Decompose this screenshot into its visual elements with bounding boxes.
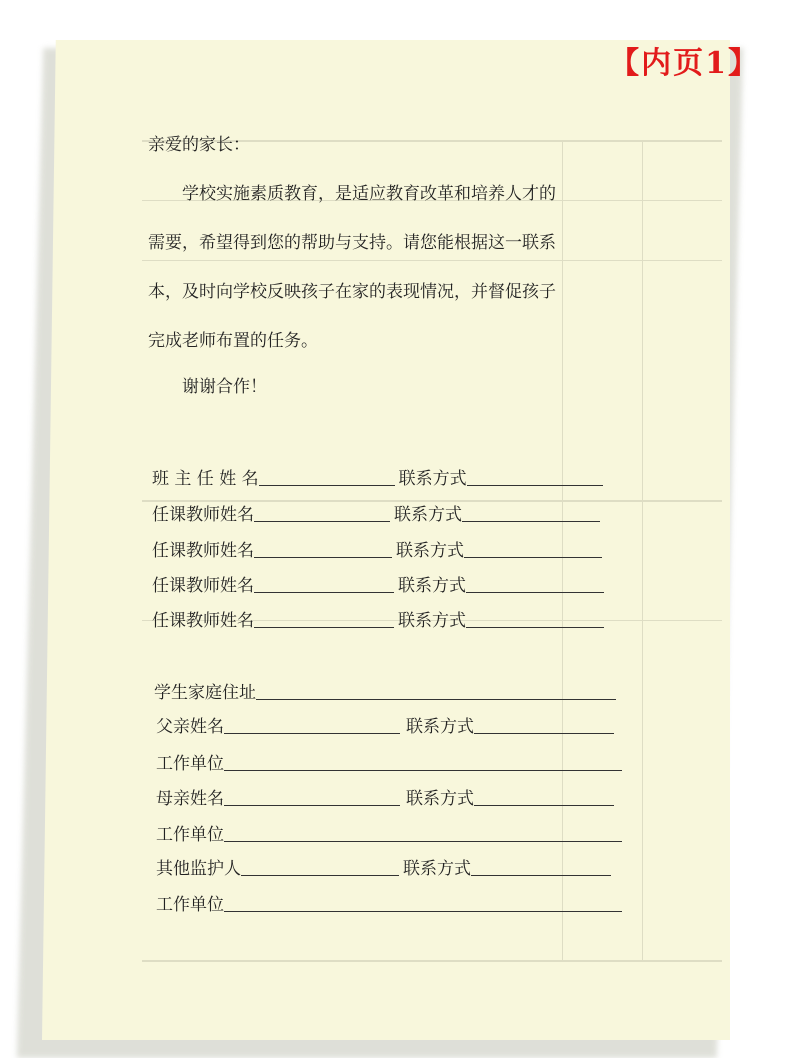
guardian-work-row [156, 890, 622, 915]
contact-label: 联系方式 [403, 859, 471, 879]
work-label: 工作单位 [156, 895, 224, 915]
address-label: 学生家庭住址 [154, 683, 256, 703]
letter-greeting: 亲爱的家长： [148, 135, 250, 155]
address-row [154, 678, 616, 703]
subject-teacher-name-field[interactable] [254, 556, 392, 558]
guardian-work-field[interactable] [224, 910, 622, 912]
guardian-label: 其他监护人 [156, 859, 241, 879]
letter-thanks: 谢谢合作！ [182, 377, 267, 397]
subject-teacher-row [152, 571, 604, 596]
subject-teacher-row [152, 606, 604, 631]
guardian-contact-field[interactable] [471, 874, 611, 876]
subject-teacher-name-field[interactable] [254, 520, 390, 522]
mother-work-row [156, 820, 622, 845]
subject-teacher-label: 任课教师姓名 [152, 611, 254, 631]
subject-teacher-label: 任课教师姓名 [152, 576, 254, 596]
contact-label: 联系方式 [406, 717, 474, 737]
father-name-field[interactable] [224, 732, 400, 734]
father-work-row [156, 749, 622, 774]
letter-line: 本，及时向学校反映孩子在家的表现情况，并督促孩子 [148, 282, 556, 302]
subject-teacher-row [152, 500, 600, 525]
subject-teacher-label: 任课教师姓名 [152, 541, 254, 561]
subject-teacher-name-field[interactable] [254, 626, 394, 628]
letter-line: 学校实施素质教育，是适应教育改革和培养人才的 [182, 184, 556, 204]
subject-teacher-row [152, 536, 602, 561]
father-label: 父亲姓名 [156, 717, 224, 737]
guardian-name-field[interactable] [241, 874, 399, 876]
work-label: 工作单位 [156, 825, 224, 845]
head-teacher-label: 班 主 任 姓 名 [152, 469, 259, 489]
mother-name-field[interactable] [224, 804, 400, 806]
subject-teacher-contact-field[interactable] [466, 591, 604, 593]
contact-label: 联系方式 [398, 576, 466, 596]
contact-label: 联系方式 [398, 469, 467, 489]
subject-teacher-label: 任课教师姓名 [152, 505, 254, 525]
letter-line: 需要，希望得到您的帮助与支持。请您能根据这一联系 [148, 233, 556, 253]
letter-line: 完成老师布置的任务。 [148, 331, 318, 351]
subject-teacher-name-field[interactable] [254, 591, 394, 593]
contact-label: 联系方式 [398, 611, 466, 631]
father-work-field[interactable] [224, 769, 622, 771]
contact-label: 联系方式 [406, 789, 474, 809]
subject-teacher-contact-field[interactable] [466, 626, 604, 628]
contact-label: 联系方式 [394, 505, 462, 525]
address-field[interactable] [256, 698, 616, 700]
subject-teacher-contact-field[interactable] [462, 520, 600, 522]
head-teacher-row [152, 464, 603, 489]
mother-work-field[interactable] [224, 840, 622, 842]
page-tag: 【内页1】 [609, 46, 760, 81]
mother-label: 母亲姓名 [156, 789, 224, 809]
father-contact-field[interactable] [474, 732, 614, 734]
contact-label: 联系方式 [396, 541, 464, 561]
head-teacher-name-field[interactable] [259, 484, 395, 486]
subject-teacher-contact-field[interactable] [464, 556, 602, 558]
head-teacher-contact-field[interactable] [467, 484, 603, 486]
mother-row [156, 784, 614, 809]
letter-body [148, 170, 648, 366]
father-row [156, 712, 614, 737]
guardian-row [156, 854, 611, 879]
mother-contact-field[interactable] [474, 804, 614, 806]
work-label: 工作单位 [156, 754, 224, 774]
